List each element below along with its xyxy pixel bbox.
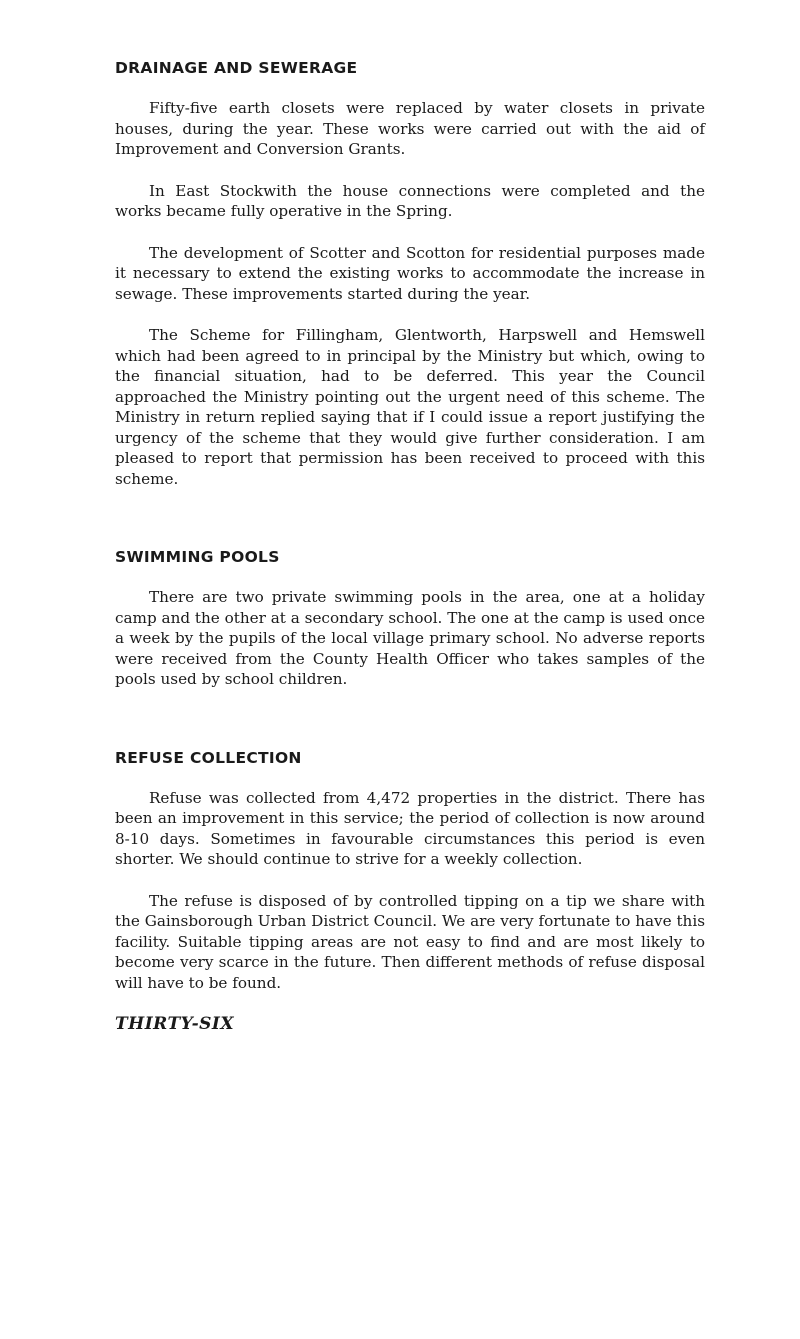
paragraph: The Scheme for Fillingham, Glentworth, Harpswell and Hemswell which had been agreed to in principal by the Ministry but which, owing to the financial situation, had to be deferred. This year the Council approached the Ministry pointing out the urgent need of this scheme. The Ministry in return replied saying that if I could issue a report justifying the urgency of the scheme that they would give further consideration. I am pleased to report that permission has been received to proceed with this scheme. — [115, 326, 705, 488]
section-heading: DRAINAGE AND SEWERAGE — [115, 59, 358, 77]
document-page — [115, 58, 705, 1034]
page-number-label: THIRTY-SIX — [115, 1014, 235, 1034]
section-refuse-collection — [115, 748, 705, 994]
paragraph: The development of Scotter and Scotton for residential purposes made it necessary to extend the existing works to accommodate the increase in sewage. These improvements started during the year. — [115, 243, 705, 303]
section-swimming-pools — [115, 547, 705, 690]
paragraph: There are two private swimming pools in the area, one at a holiday camp and the other at a secondary school. The one at the camp is used once a week by the pupils of the local village primary school. No adverse reports were received from the County Health Officer who takes samples of the pools used by school children. — [115, 588, 705, 688]
paragraph: Refuse was collected from 4,472 properties in the district. There has been an improvement in this service; the period of collection is now around 8-10 days. Sometimes in favourable circumstances this period is even shorter. We should continue to strive for a weekly collection. — [115, 788, 705, 868]
paragraph: Fifty-five earth closets were replaced by water closets in private houses, during the year. These works were carried out with the aid of Improvement and Conversion Grants. — [115, 99, 705, 158]
section-heading: REFUSE COLLECTION — [115, 748, 302, 767]
section-spacer — [115, 711, 705, 748]
section-drainage-sewerage — [115, 58, 705, 489]
paragraph: The refuse is disposed of by controlled tipping on a tip we share with the Gainsborough Urban District Council. We are very fortunate to have this facility. Suitable tipping areas are not easy to find and are most likely to become very scarce in the future. Then different methods of refuse disposal will have to be found. — [115, 891, 705, 992]
section-spacer — [115, 510, 705, 547]
section-heading: SWIMMING POOLS — [115, 548, 280, 566]
paragraph: In East Stockwith the house connections were completed and the works became fully operative in the Spring. — [115, 181, 705, 220]
